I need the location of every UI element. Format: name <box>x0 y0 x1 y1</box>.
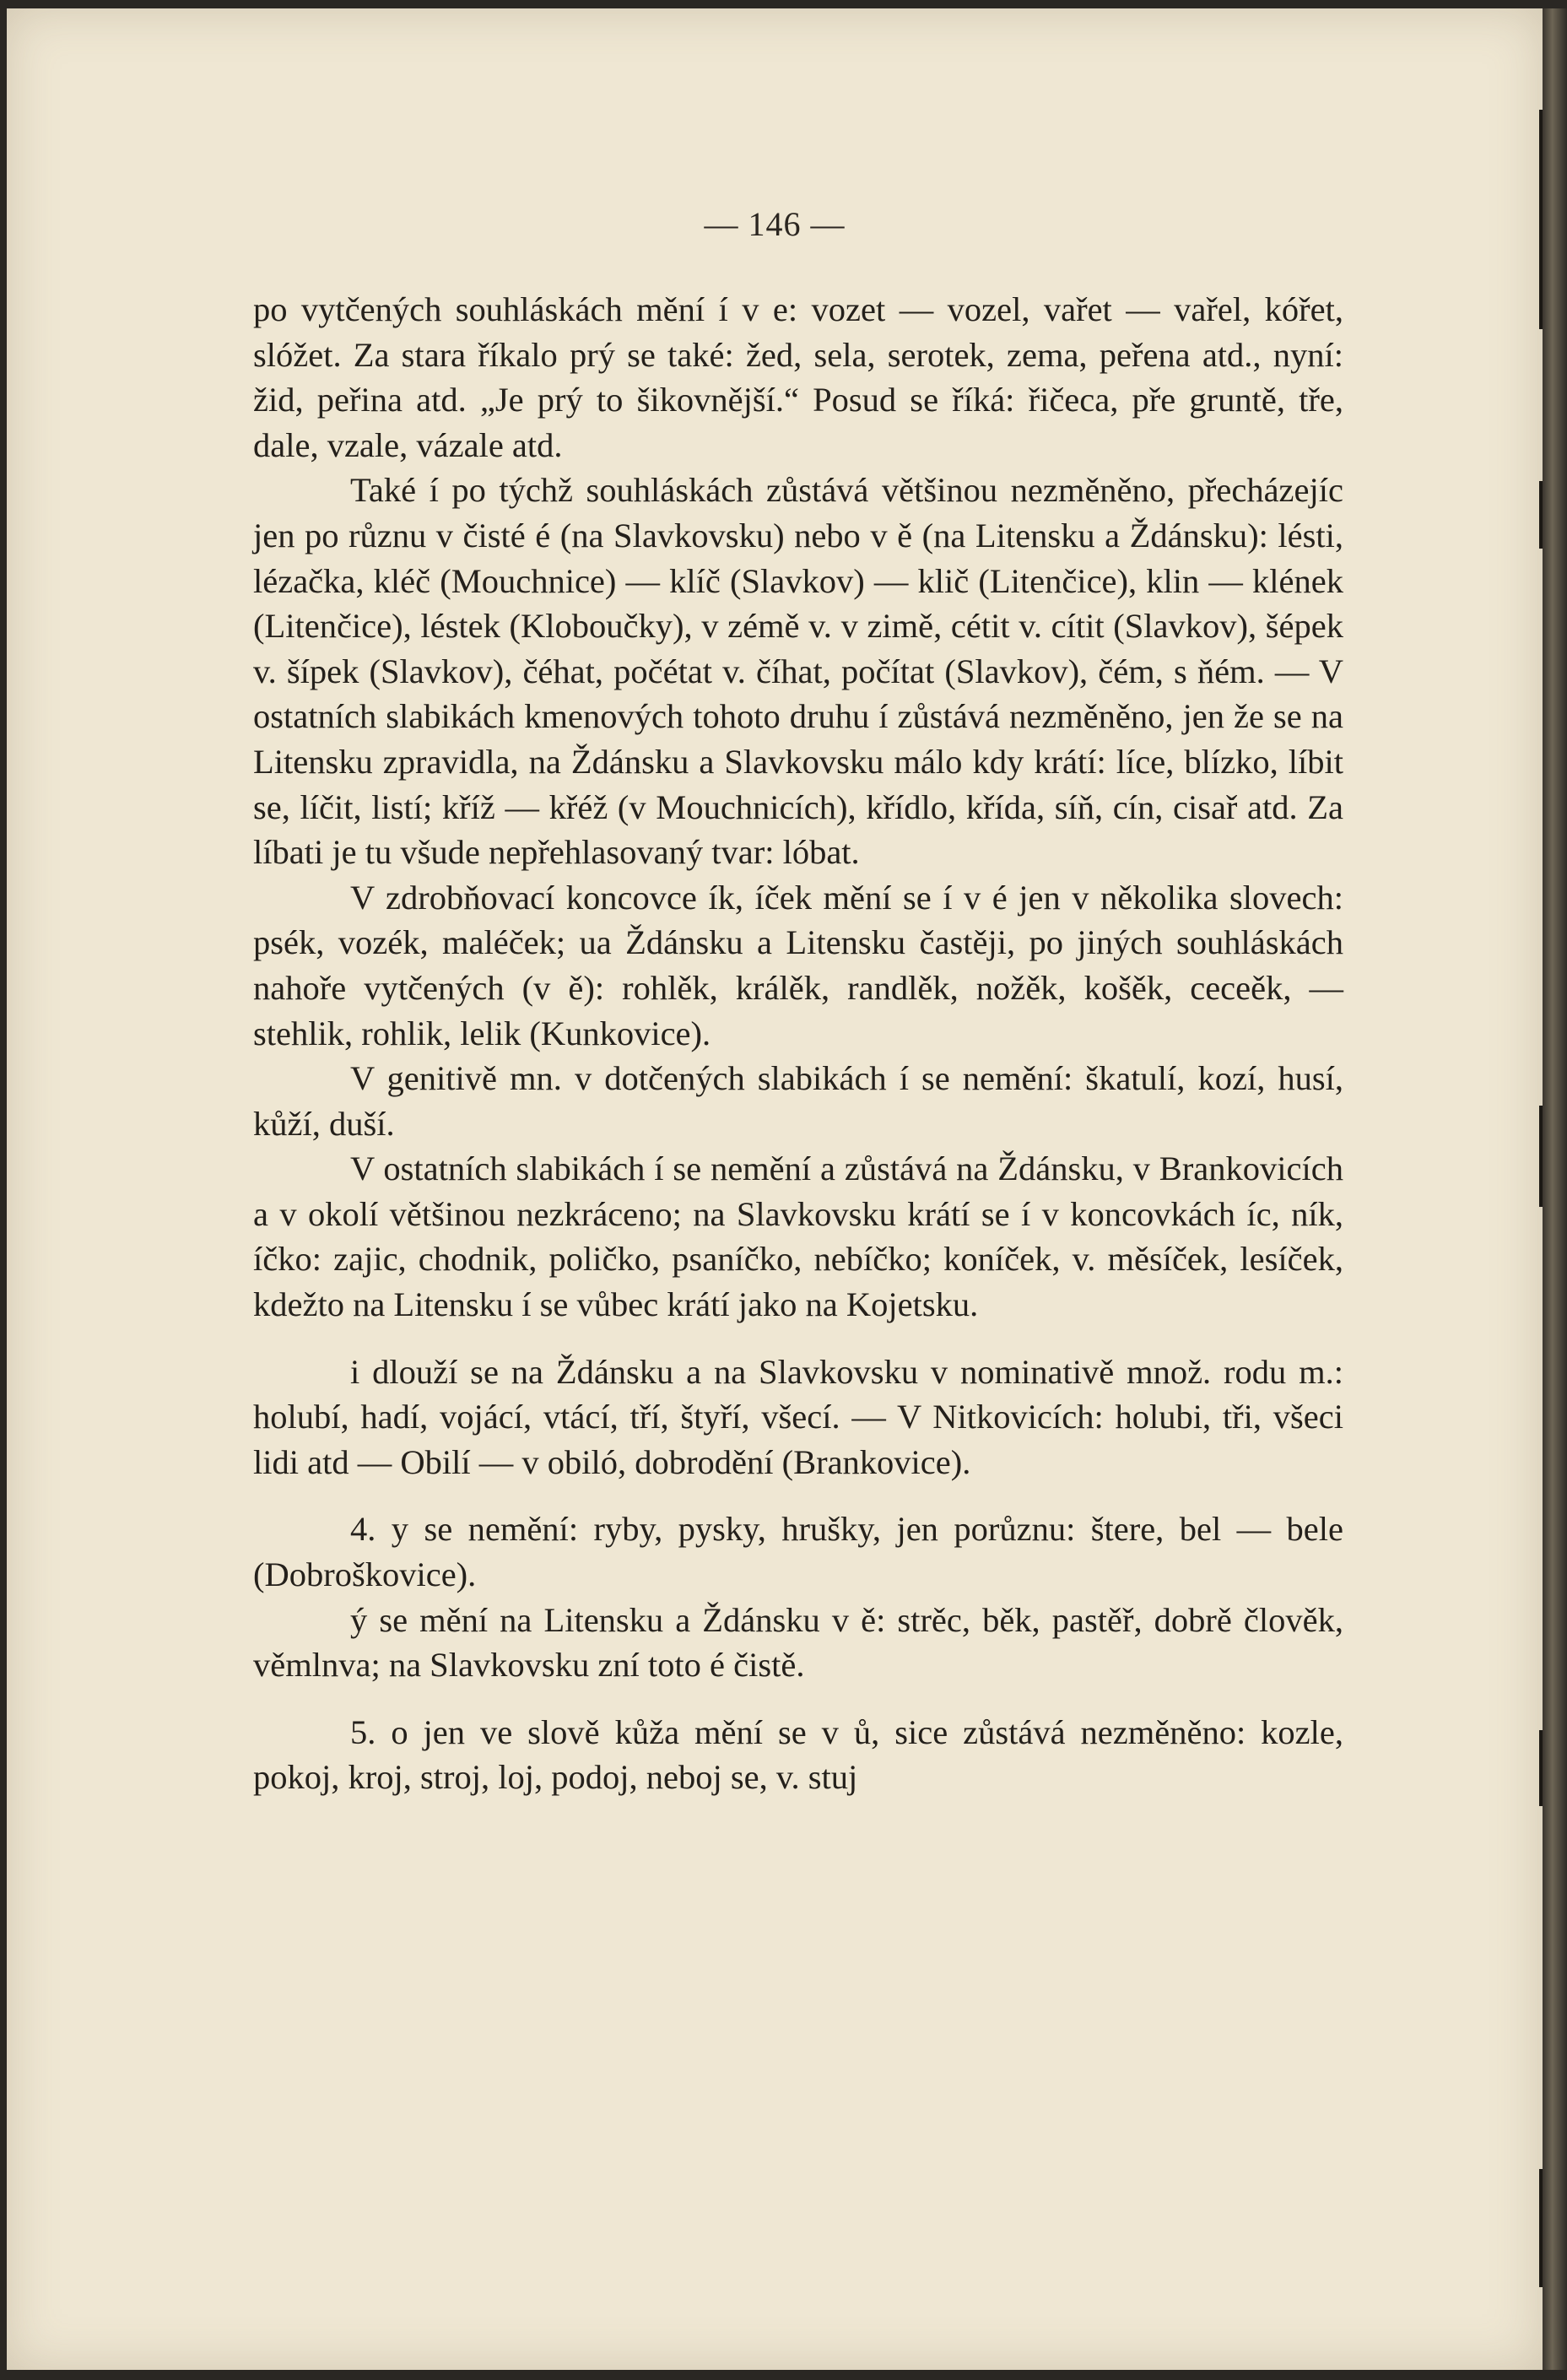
paragraph: V ostatních slabikách í se nemění a zůstává na Ždánsku, v Brankovicích a v okolí většinou nezkráceno; na Slavkovsku krátí se í v koncovkách íc, ník, íčko: zajic, chodnik, poličko, psaníčko, nebíčko; koníček, v. měsíček, lesíček, kdežto na Litensku í se vůbec krátí jako na Kojetsku. <box>253 1149 1343 1324</box>
paragraph: 4. y se nemění: ryby, pysky, hrušky, jen porůznu: štere, bel — bele (Dobroškovice). <box>253 1510 1343 1594</box>
book-spine-edge <box>1543 8 1567 2370</box>
paragraph: Také í po týchž souhláskách zůstává většinou nezměněno, přecházejíc jen po různu v čisté é (na Slavkovsku) nebo v ě (na Litensku a Ždánsku): lésti, lézačka, kléč (Mouchnice) — klíč (Slavkov) — klič (Litenčice), klin — klének (Litenčice), léstek (Kloboučky), v zémě v. v zimě, cétit v. cítit (Slavkov), šépek v. šípek (Slavkov), čéhat, počétat v. číhat, počítat (Slavkov), čém, s ňém. — V ostatních slabikách kmenových tohoto druhu í zůstává nezměněno, jen že se na Litensku zpravidla, na Ždánsku a Slavkovsku málo kdy krátí: líce, blízko, líbit se, líčit, listí; kříž — křéž (v Mouchnicích), křídlo, křída, síň, cín, cisař atd. Za líbati je tu všude nepřehlasovaný tvar: lóbat. <box>253 471 1343 872</box>
paragraph: 5. o jen ve slově kůža mění se v ů, sice zůstává nezměněno: kozle, pokoj, kroj, stroj, loj, podoj, neboj se, v. stuj <box>253 1712 1343 1797</box>
paragraph: V zdrobňovací koncovce ík, íček mění se í v é jen v několika slovech: psék, vozék, maléček; ua Ždánsku a Litensku častěji, po jiných souhláskách nahoře vytčených (v ě): rohlěk, králěk, randlěk, nožěk, košěk, ceceěk, — stehlik, rohlik, lelik (Kunkovice). <box>253 878 1343 1052</box>
page-number: — 146 — <box>704 205 846 243</box>
paragraph: po vytčených souhláskách mění í v e: vozet — vozel, vařet — vařel, kóřet, slóžet. Za stara říkalo prý se také: žed, sela, serotek, zema, peřena atd., nyní: žid, peřina atd. „Je prý to šikovnější.“ Posud se říká: řičeca, pře gruntě, tře, dale, vzale, vázale atd. <box>253 290 1343 464</box>
book-page <box>7 8 1543 2370</box>
paragraph: i dlouží se na Ždánsku a na Slavkovsku v nominativě množ. rodu m.: holubí, hadí, vojácí, vtácí, tří, štyří, všecí. — V Nitkovicích: holubi, tři, všeci lidi atd — Obilí — v obiló, dobrodění (Brankovice). <box>253 1352 1343 1481</box>
paragraph: ý se mění na Litensku a Ždánsku v ě: strěc, běk, pastěř, dobrě člověk, věmlnva; na Slavkovsku zní toto é čistě. <box>253 1600 1343 1685</box>
page-body <box>253 287 1343 1800</box>
paragraph: V genitivě mn. v dotčených slabikách í se nemění: škatulí, kozí, husí, kůží, duší. <box>253 1059 1343 1143</box>
